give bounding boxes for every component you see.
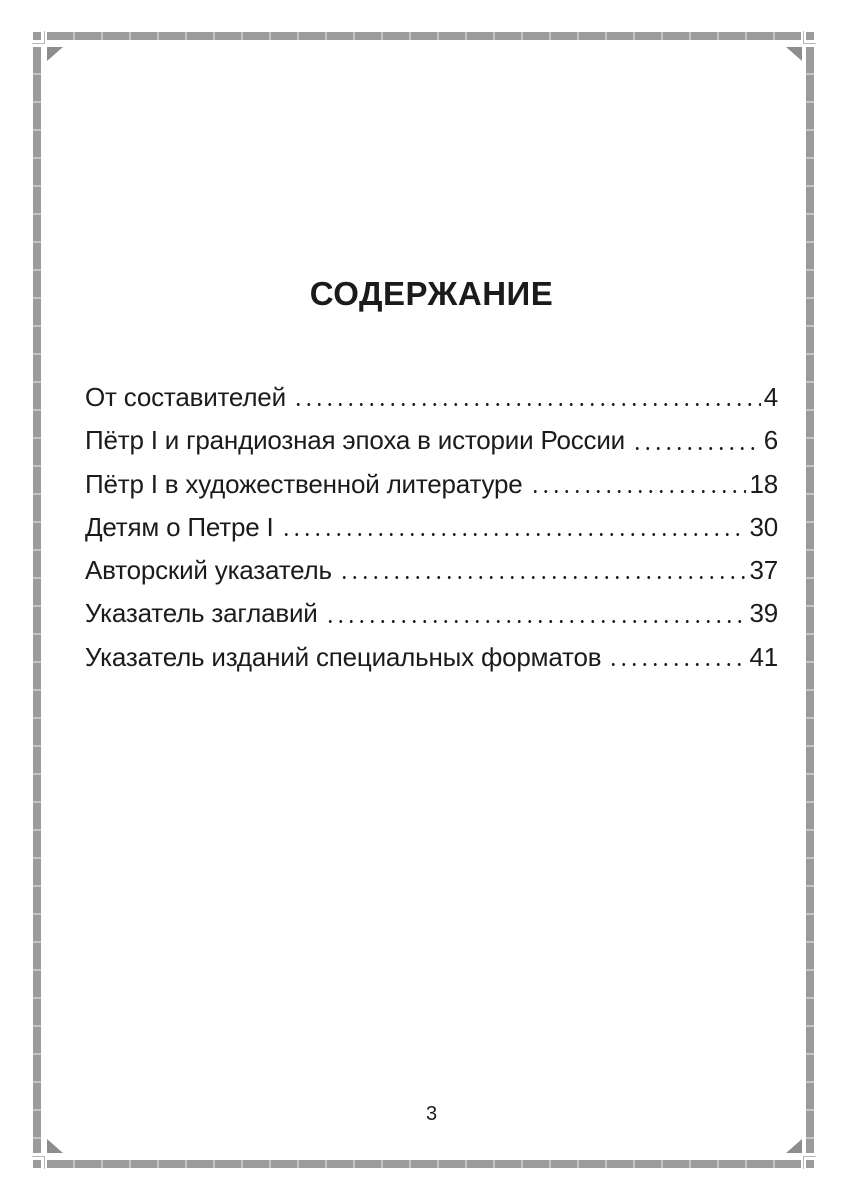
toc-entry [85, 636, 778, 679]
page-title: СОДЕРЖАНИЕ [309, 275, 554, 312]
page-number: 3 [425, 1103, 438, 1125]
toc-entry-label: Пётр I и грандиозная эпоха в истории России [85, 425, 625, 456]
toc-entry-page: 30 [749, 511, 778, 542]
dot-leader [632, 419, 761, 462]
toc-entry-label: Детям о Петре I [85, 511, 274, 542]
corner-square-top-left [33, 32, 41, 40]
page-content [85, 0, 778, 1200]
dot-leader [325, 592, 747, 635]
corner-square-bottom-left [33, 1160, 41, 1168]
toc-entry-page: 4 [763, 382, 778, 412]
toc-entry-label: От составителей [85, 382, 286, 412]
toc-entry [85, 463, 778, 506]
dot-leader [339, 549, 747, 592]
corner-triangle-top-right-icon [786, 47, 802, 61]
toc-entry [85, 419, 778, 462]
toc-entry [85, 376, 778, 419]
toc-entry-page: 18 [749, 468, 778, 499]
toc-entry-page: 39 [749, 598, 778, 629]
table-of-contents [85, 376, 778, 679]
toc-entry [85, 506, 778, 549]
toc-entry-label: Указатель изданий специальных форматов [85, 641, 602, 672]
border-bar-left [33, 47, 41, 1153]
corner-triangle-top-left-icon [47, 47, 63, 61]
dot-leader [608, 636, 746, 679]
corner-square-top-right [806, 32, 814, 40]
dot-leader [293, 376, 761, 419]
border-bar-right [806, 47, 814, 1153]
toc-entry-page: 41 [749, 641, 778, 672]
toc-entry-page: 6 [763, 425, 778, 456]
toc-entry [85, 592, 778, 635]
toc-entry [85, 549, 778, 592]
corner-triangle-bottom-right-icon [786, 1139, 802, 1153]
dot-leader [530, 463, 747, 506]
dot-leader [281, 506, 747, 549]
corner-square-bottom-right [806, 1160, 814, 1168]
corner-triangle-bottom-left-icon [47, 1139, 63, 1153]
toc-entry-page: 37 [749, 555, 778, 586]
toc-entry-label: Авторский указатель [85, 555, 332, 586]
toc-entry-label: Указатель заглавий [85, 598, 318, 629]
toc-entry-label: Пётр I в художественной литературе [85, 468, 523, 499]
